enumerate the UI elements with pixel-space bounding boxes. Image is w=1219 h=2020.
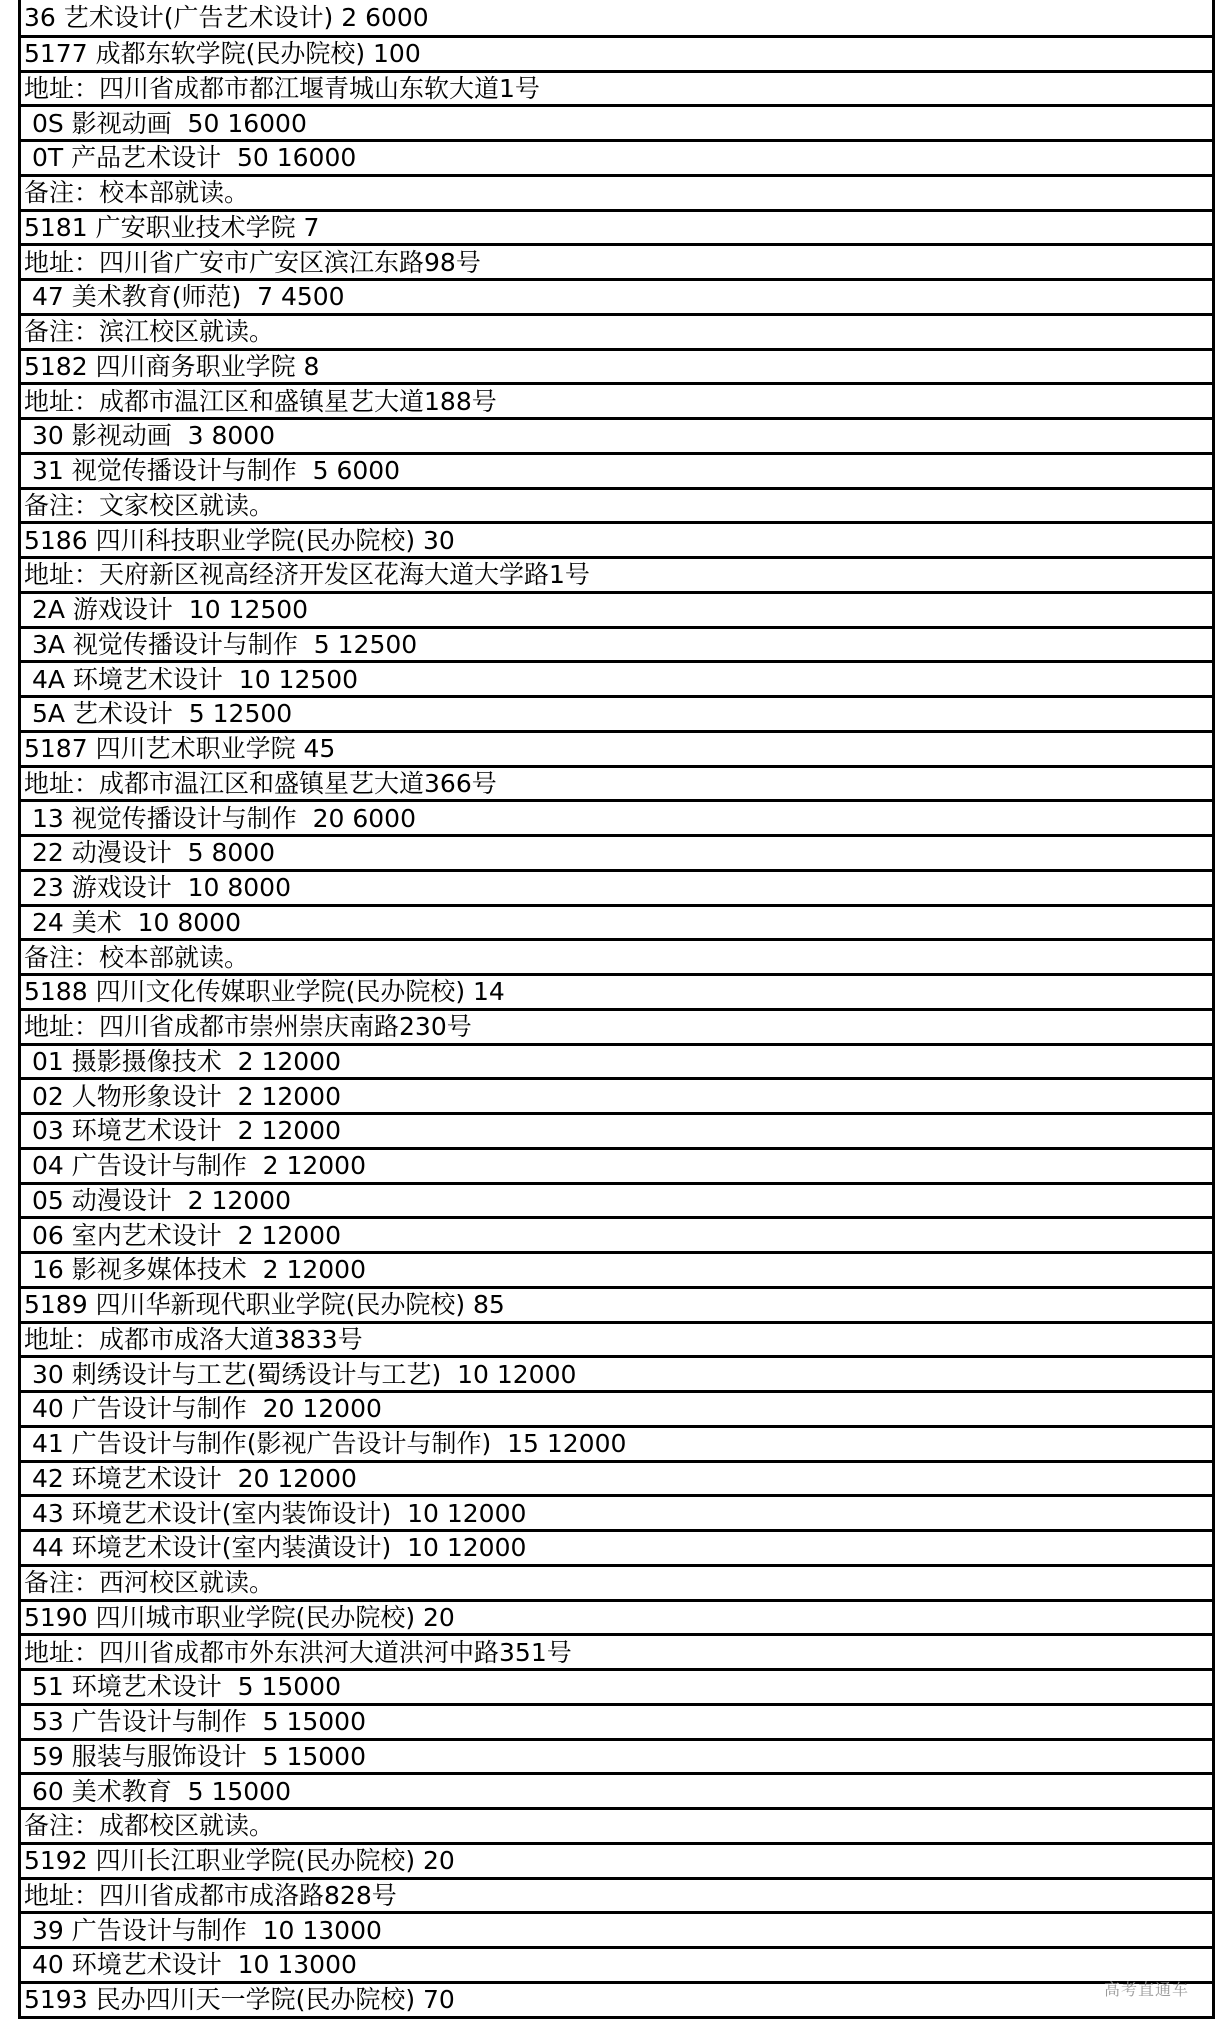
table-row: 51 环境艺术设计 5 15000 (21, 1668, 1212, 1703)
table-row: 地址：四川省广安市广安区滨江东路98号 (21, 243, 1212, 278)
table-row: 地址：成都市温江区和盛镇星艺大道188号 (21, 382, 1212, 417)
table-row: 31 视觉传播设计与制作 5 6000 (21, 452, 1212, 487)
table-row: 地址：成都市温江区和盛镇星艺大道366号 (21, 765, 1212, 800)
table-row: 53 广告设计与制作 5 15000 (21, 1703, 1212, 1738)
table-row: 5188 四川文化传媒职业学院(民办院校) 14 (21, 973, 1212, 1008)
table-row: 13 视觉传播设计与制作 20 6000 (21, 799, 1212, 834)
table-row: 备注：校本部就读。 (21, 174, 1212, 209)
table-row: 5189 四川华新现代职业学院(民办院校) 85 (21, 1286, 1212, 1321)
table-row: 5187 四川艺术职业学院 45 (21, 730, 1212, 765)
table-row: 42 环境艺术设计 20 12000 (21, 1460, 1212, 1495)
table-row: 40 广告设计与制作 20 12000 (21, 1390, 1212, 1425)
table-row: 40 环境艺术设计 10 13000 (21, 1946, 1212, 1981)
table-row: 24 美术 10 8000 (21, 904, 1212, 939)
table-row: 30 刺绣设计与工艺(蜀绣设计与工艺) 10 12000 (21, 1355, 1212, 1390)
admission-plan-table (18, 0, 1215, 2019)
table-row: 3A 视觉传播设计与制作 5 12500 (21, 626, 1212, 661)
table-row: 0S 影视动画 50 16000 (21, 104, 1212, 139)
table-row: 39 广告设计与制作 10 13000 (21, 1911, 1212, 1946)
table-row: 5182 四川商务职业学院 8 (21, 348, 1212, 383)
table-row: 16 影视多媒体技术 2 12000 (21, 1251, 1212, 1286)
table-row: 44 环境艺术设计(室内装潢设计) 10 12000 (21, 1529, 1212, 1564)
table-row: 5181 广安职业技术学院 7 (21, 209, 1212, 244)
table-row: 5A 艺术设计 5 12500 (21, 695, 1212, 730)
table-row: 22 动漫设计 5 8000 (21, 834, 1212, 869)
table-row: 47 美术教育(师范) 7 4500 (21, 278, 1212, 313)
table-row: 地址：成都市成洛大道3833号 (21, 1321, 1212, 1356)
table-row: 2A 游戏设计 10 12500 (21, 591, 1212, 626)
table-row: 05 动漫设计 2 12000 (21, 1182, 1212, 1217)
table-row: 地址：四川省成都市崇州崇庆南路230号 (21, 1008, 1212, 1043)
table-row: 地址：四川省成都市成洛路828号 (21, 1877, 1212, 1912)
table-row: 备注：文家校区就读。 (21, 487, 1212, 522)
table-row: 01 摄影摄像技术 2 12000 (21, 1043, 1212, 1078)
table-row: 备注：滨江校区就读。 (21, 313, 1212, 348)
table-row: 04 广告设计与制作 2 12000 (21, 1147, 1212, 1182)
table-row: 地址：四川省成都市外东洪河大道洪河中路351号 (21, 1633, 1212, 1668)
table-row: 30 影视动画 3 8000 (21, 417, 1212, 452)
table-row: 03 环境艺术设计 2 12000 (21, 1112, 1212, 1147)
table-row: 02 人物形象设计 2 12000 (21, 1077, 1212, 1112)
table-row: 5192 四川长江职业学院(民办院校) 20 (21, 1842, 1212, 1877)
table-row: 备注：校本部就读。 (21, 938, 1212, 973)
table-row: 备注：西河校区就读。 (21, 1564, 1212, 1599)
table-row: 4A 环境艺术设计 10 12500 (21, 660, 1212, 695)
table-row: 60 美术教育 5 15000 (21, 1772, 1212, 1807)
watermark: 高考直通车 (1103, 1980, 1189, 1999)
table-row: 23 游戏设计 10 8000 (21, 869, 1212, 904)
table-row: 备注：成都校区就读。 (21, 1807, 1212, 1842)
table-row: 06 室内艺术设计 2 12000 (21, 1216, 1212, 1251)
table-row: 5177 成都东软学院(民办院校) 100 (21, 35, 1212, 70)
table-row: 59 服装与服饰设计 5 15000 (21, 1738, 1212, 1773)
table-row: 0T 产品艺术设计 50 16000 (21, 139, 1212, 174)
table-row: 5193 民办四川天一学院(民办院校) 70 (21, 1981, 1212, 2016)
table-row: 地址：四川省成都市都江堰青城山东软大道1号 (21, 70, 1212, 105)
table-row: 5190 四川城市职业学院(民办院校) 20 (21, 1599, 1212, 1634)
table-row: 36 艺术设计(广告艺术设计) 2 6000 (24, 2, 429, 32)
table-row: 地址：天府新区视高经济开发区花海大道大学路1号 (21, 556, 1212, 591)
table-row: 43 环境艺术设计(室内装饰设计) 10 12000 (21, 1494, 1212, 1529)
table-row: 5186 四川科技职业学院(民办院校) 30 (21, 521, 1212, 556)
table-row: 41 广告设计与制作(影视广告设计与制作) 15 12000 (21, 1425, 1212, 1460)
